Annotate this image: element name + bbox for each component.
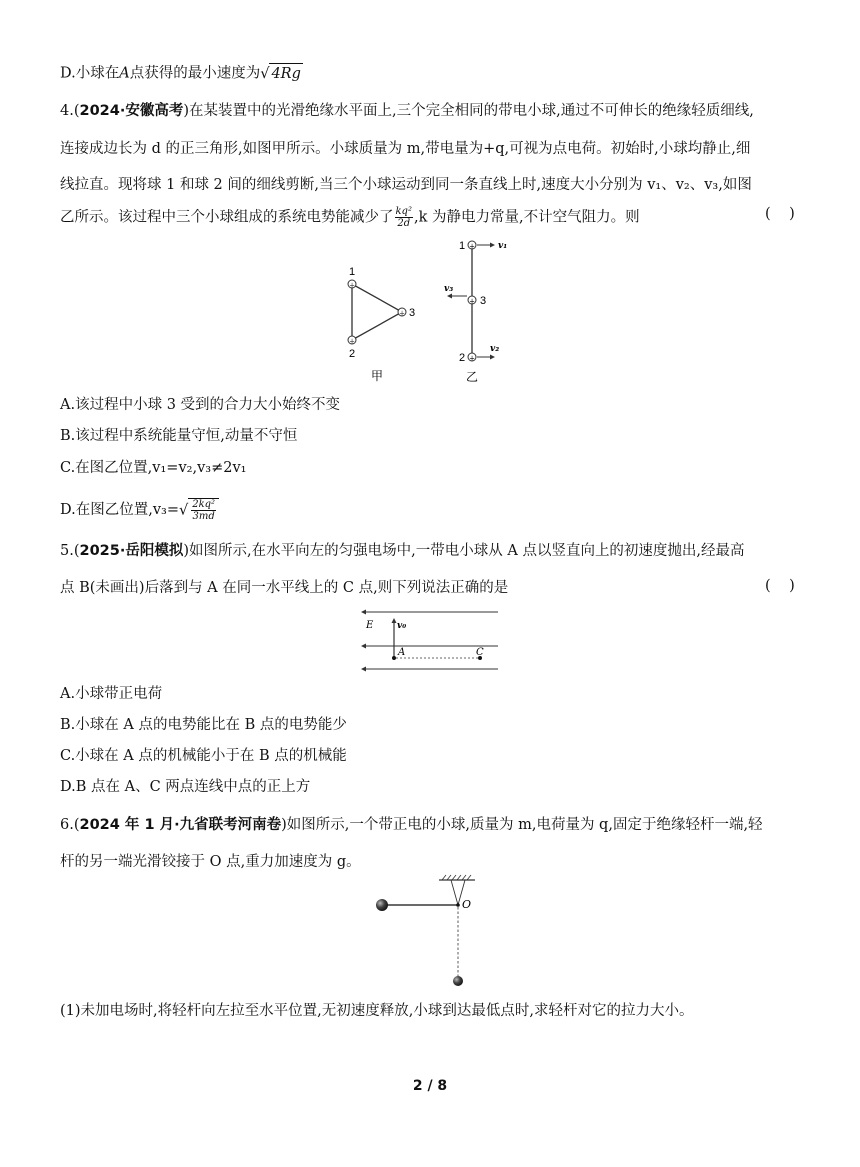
v3-label: v₃ xyxy=(444,284,454,294)
q4-line-2 xyxy=(60,139,750,159)
label-3: 3 xyxy=(479,295,487,307)
option-a-text: A.小球带正电荷 xyxy=(60,686,163,702)
q4-answer-paren: ( ) xyxy=(765,206,795,222)
q6-sub-1-text: (1)未加电场时,将轻杆向左拉至水平位置,无初速度释放,小球到达最低点时,求轻杆对它的拉力大小。 xyxy=(60,1003,694,1019)
q6-text-1: )如图所示,一个带正电的小球,质量为 m,电荷量为 q,固定于绝缘轻杆一端,轻 xyxy=(281,817,763,833)
sqrt-expression: √ 4Rg xyxy=(260,63,303,84)
q5-text-1: )如图所示,在水平向左的匀强电场中,一带电小球从 A 点以竖直向上的初速度抛出,经最高 xyxy=(183,543,745,559)
q4-source: 2024·安徽高考 xyxy=(79,103,184,119)
frac-den: 2d xyxy=(397,218,411,229)
q4-text-4a: 乙所示。该过程中三个小球组成的系统电势能减少了 xyxy=(60,209,394,226)
option-b-text: B.该过程中系统能量守恒,动量不守恒 xyxy=(60,428,298,444)
q5-line-1 xyxy=(60,541,745,561)
caption-yi: 乙 xyxy=(465,370,479,384)
q4-figure-yi xyxy=(440,236,520,388)
svg-text:+: + xyxy=(349,281,355,290)
q6-sub-1 xyxy=(60,1001,693,1021)
option-d-fraction xyxy=(191,499,216,522)
option-text2: 点获得的最小速度为 xyxy=(129,65,261,82)
ball-1 xyxy=(348,280,356,290)
q5-option-a xyxy=(60,684,162,704)
q5-figure xyxy=(360,606,502,674)
label-o: O xyxy=(462,898,472,911)
frac-den: 3md xyxy=(192,511,215,522)
frac-num: 2kq² xyxy=(192,499,216,510)
label-3: 3 xyxy=(408,307,416,319)
q6-number: 6.( xyxy=(60,817,80,833)
q4-number: 4.( xyxy=(60,103,80,119)
sqrt-expression: √ $\frac{\text{2kq²}}{3md}$ xyxy=(179,498,219,522)
ball-3 xyxy=(398,308,406,318)
q4-text-3: 线拉直。现将球 1 和球 2 间的细线剪断,当三个小球运动到同一条直线上时,速度大小分别为 v₁、v₂、v₃,如图 xyxy=(60,177,752,193)
option-b-text: B.小球在 A 点的电势能比在 B 点的电势能少 xyxy=(60,717,347,733)
q4-line-1 xyxy=(60,101,754,121)
sqrt-radicand: 4Rg xyxy=(269,63,302,84)
q5-option-d xyxy=(60,777,310,797)
svg-text:+: + xyxy=(469,354,475,363)
q5-option-b xyxy=(60,715,347,735)
q6-line-2 xyxy=(60,852,361,872)
ball-horizontal xyxy=(376,899,388,911)
svg-text:+: + xyxy=(469,297,475,306)
q5-line-2 xyxy=(60,578,508,598)
label-v0: v₀ xyxy=(397,621,407,631)
label-1: 1 xyxy=(348,266,356,278)
q4-line-4 xyxy=(60,206,640,229)
option-text: D.小球在 xyxy=(60,65,120,82)
label-a: A xyxy=(398,647,406,658)
q5-answer-paren: ( ) xyxy=(765,578,795,594)
q4-fraction xyxy=(395,206,413,229)
q5-text-2: 点 B(未画出)后落到与 A 在同一水平线上的 C 点,则下列说法正确的是 xyxy=(60,580,509,596)
q4-option-a xyxy=(60,395,340,415)
v2-label: v₂ xyxy=(490,344,500,354)
ball-3 xyxy=(468,296,476,306)
ball-1 xyxy=(468,241,476,251)
svg-text:+: + xyxy=(469,242,475,251)
option-d-text: D.在图乙位置,v₃= xyxy=(60,502,179,518)
q4-option-d xyxy=(60,498,219,522)
q4-option-b xyxy=(60,426,297,446)
option-a-text: A.该过程中小球 3 受到的合力大小始终不变 xyxy=(60,397,341,413)
ball-lowest xyxy=(453,976,463,986)
label-1: 1 xyxy=(458,240,466,252)
q4-option-c xyxy=(60,458,246,478)
svg-text:+: + xyxy=(349,337,355,346)
caption-jia: 甲 xyxy=(370,369,384,383)
q4-text-4b: ,k 为静电力常量,不计空气阻力。则 xyxy=(413,209,640,226)
ball-2 xyxy=(468,353,476,363)
label-2: 2 xyxy=(348,348,356,360)
label-c: C xyxy=(476,647,484,658)
prev-option-d xyxy=(60,63,303,84)
q6-line-1 xyxy=(60,815,763,835)
q5-number: 5.( xyxy=(60,543,80,559)
option-d-text: D.B 点在 A、C 两点连线中点的正上方 xyxy=(60,779,311,795)
q6-figure xyxy=(372,874,484,992)
q4-figure-jia xyxy=(330,262,430,387)
page-number: 2 / 8 xyxy=(412,1078,448,1094)
q4-text-2: 连接成边长为 d 的正三角形,如图甲所示。小球质量为 m,带电量为+q,可视为点电荷。初始时,小球均静止,细 xyxy=(60,141,751,157)
svg-text:+: + xyxy=(399,309,405,318)
option-c-text: C.在图乙位置,v₁=v₂,v₃≠2v₁ xyxy=(60,460,247,476)
ball-2 xyxy=(348,336,356,346)
label-e: E xyxy=(366,620,374,631)
var-a: A xyxy=(119,65,130,82)
q4-text-1: )在某装置中的光滑绝缘水平面上,三个完全相同的带电小球,通过不可伸长的绝缘轻质细线, xyxy=(183,103,754,119)
label-2: 2 xyxy=(458,352,466,364)
q6-text-2: 杆的另一端光滑铰接于 O 点,重力加速度为 g。 xyxy=(60,854,361,870)
v1-label: v₁ xyxy=(498,241,508,251)
q5-option-c xyxy=(60,746,347,766)
frac-num: kq² xyxy=(395,206,412,217)
q6-source: 2024 年 1 月·九省联考河南卷 xyxy=(79,817,282,833)
q5-source: 2025·岳阳模拟 xyxy=(79,543,184,559)
option-c-text: C.小球在 A 点的机械能小于在 B 点的机械能 xyxy=(60,748,347,764)
q4-line-3 xyxy=(60,175,752,195)
